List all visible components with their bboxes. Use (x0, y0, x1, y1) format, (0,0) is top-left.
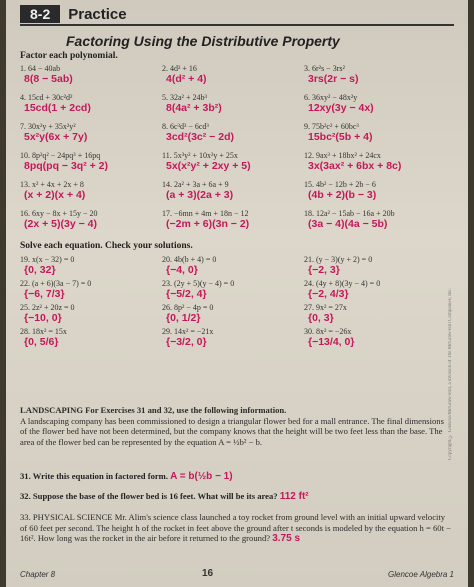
factor-answer-2: 4(d² + 4) (166, 73, 207, 85)
solve-answer-8: {0, 1/2} (166, 312, 201, 324)
solve-problem-1: 19. x(x − 32) = 0 (20, 255, 75, 264)
copyright-note: Copyright © Glencoe/McGraw-Hill, a division of The McGraw-Hill Companies, Inc. (448, 288, 453, 460)
factor-problem-9: 9. 75b²c² + 60bc³ (304, 122, 359, 131)
solve-problem-3: 21. (y − 3)(y + 2) = 0 (304, 255, 373, 264)
factor-problem-3: 3. 6r²s − 3rs² (304, 64, 345, 73)
factor-answer-18: (3a − 4)(4a − 5b) (308, 218, 388, 230)
factor-answer-16: (2x + 5)(3y − 4) (24, 218, 97, 230)
factor-answer-4: 15cd(1 + 2cd) (24, 102, 91, 114)
factor-answer-8: 3cd²(3c² − 2d) (166, 131, 234, 143)
landscaping-heading: LANDSCAPING For Exercises 31 and 32, use the following information. (20, 405, 287, 415)
solve-answer-12: {−13/4, 0} (308, 336, 355, 348)
factor-answer-1: 8(8 − 5ab) (24, 73, 73, 85)
worksheet-page (6, 0, 468, 587)
factor-problem-15: 15. 4b² − 12b + 2b − 6 (304, 180, 376, 189)
landscaping-block (20, 405, 450, 447)
solve-problem-8: 26. 8p² − 4p = 0 (162, 303, 214, 312)
solve-answer-5: {−5/2, 4} (166, 288, 207, 300)
q33-text: 33. PHYSICAL SCIENCE Mr. Alim's science class launched a toy rocket from ground level with an initial upward velocity of 60 feet per second. The height h of the rocket in feet above the ground after t seconds is modeled by the equation h = 60t − 16t². How long was the rocket in the air before it returned to the ground? (20, 512, 451, 543)
factor-problem-10: 10. 8p²q² − 24pq³ + 16pq (20, 151, 101, 160)
factor-problem-11: 11. 5x³y² + 10x²y + 25x (162, 151, 238, 160)
solve-problem-2: 20. 4b(b + 4) = 0 (162, 255, 217, 264)
factor-answer-9: 15bc²(5b + 4) (308, 131, 373, 143)
section-solve-heading: Solve each equation. Check your solutions. (20, 241, 193, 251)
factor-problem-2: 2. 4d² + 16 (162, 64, 197, 73)
factor-problem-17: 17. −6mn + 4m + 18n − 12 (162, 209, 249, 218)
factor-problem-12: 12. 9ax³ + 18bx² + 24cx (304, 151, 381, 160)
factor-answer-11: 5x(x²y² + 2xy + 5) (166, 160, 251, 172)
solve-answer-2: {−4, 0} (166, 264, 198, 276)
q32-text: 32. Suppose the base of the flower bed is 16 feet. What will be its area? (20, 491, 278, 501)
solve-problem-12: 30. 8x² = −26x (304, 327, 352, 336)
solve-answer-1: {0, 32} (24, 264, 56, 276)
factor-answer-7: 5x²y(6x + 7y) (24, 131, 88, 143)
question-33 (20, 512, 452, 545)
question-32 (20, 491, 460, 503)
factor-answer-12: 3x(3ax² + 6bx + 8c) (308, 160, 402, 172)
solve-answer-9: {0, 3} (308, 312, 334, 324)
factor-answer-3: 3rs(2r − s) (308, 73, 359, 85)
footer-book: Glencoe Algebra 1 (388, 570, 454, 579)
factor-problem-16: 16. 6xy − 8x + 15y − 20 (20, 209, 98, 218)
landscaping-text: A landscaping company has been commissioned to design a triangular flower bed for a mall entrance. The final dimensions of the flower bed have not been determined, but the company knows that the height will be two feet less than the base. The area of the flower bed can be represented by the equation A = ½b² − b. (20, 415, 444, 447)
factor-answer-10: 8pq(pq − 3q² + 2) (24, 160, 109, 172)
factor-problem-18: 18. 12a² − 15ab − 16a + 20b (304, 209, 395, 218)
solve-problem-11: 29. 14x² = −21x (162, 327, 214, 336)
factor-answer-17: (−2m + 6)(3n − 2) (166, 218, 250, 230)
answer-32: 112 ft² (279, 491, 309, 502)
factor-answer-5: 8(4a² + 3b²) (166, 102, 222, 114)
answer-31: A = b(½b − 1) (170, 471, 233, 482)
factor-problem-6: 6. 36xy² − 48x²y (304, 93, 358, 102)
factor-problem-8: 8. 6c³d³ − 6cd³ (162, 122, 209, 131)
solve-answer-7: {−10, 0} (24, 312, 62, 324)
factor-problem-7: 7. 30x²y + 35x²y² (20, 122, 76, 131)
footer-chapter: Chapter 8 (20, 570, 56, 579)
header-rule (20, 24, 454, 26)
factor-answer-6: 12xy(3y − 4x) (308, 102, 374, 114)
answer-33: 3.75 s (272, 533, 301, 544)
factor-answer-15: (4b + 2)(b − 3) (308, 189, 377, 201)
q31-text: 31. Write this equation in factored form. (20, 471, 168, 481)
factor-problem-1: 1. 64 − 40ab (20, 64, 61, 73)
solve-problem-6: 24. (4y + 8)(3y − 4) = 0 (304, 279, 381, 288)
section-factor-heading: Factor each polynomial. (20, 51, 118, 61)
solve-problem-10: 28. 18x² = 15x (20, 327, 67, 336)
factor-answer-14: (a + 3)(2a + 3) (166, 189, 234, 201)
factor-problem-13: 13. x² + 4x + 2x + 8 (20, 180, 84, 189)
factor-problem-5: 5. 32a² + 24b³ (162, 93, 207, 102)
solve-problem-9: 27. 9x² = 27x (304, 303, 347, 312)
footer-page-number: 16 (202, 568, 214, 579)
header-title: Practice (68, 5, 127, 23)
lesson-number: 8-2 (20, 5, 60, 23)
factor-problem-14: 14. 2a² + 3a + 6a + 9 (162, 180, 229, 189)
solve-answer-10: {0, 5/6} (24, 336, 59, 348)
lesson-header (20, 4, 127, 24)
solve-problem-7: 25. 2z² + 20z = 0 (20, 303, 75, 312)
factor-answer-13: (x + 2)(x + 4) (24, 189, 86, 201)
solve-answer-4: {−6, 7/3} (24, 288, 65, 300)
factor-problem-4: 4. 15cd + 30c²d² (20, 93, 73, 102)
question-31 (20, 471, 460, 483)
solve-problem-5: 23. (2y + 5)(y − 4) = 0 (162, 279, 235, 288)
solve-answer-6: {−2, 4/3} (308, 288, 349, 300)
page-subtitle: Factoring Using the Distributive Property (66, 33, 340, 49)
solve-answer-11: {−3/2, 0} (166, 336, 207, 348)
solve-problem-4: 22. (a + 6)(3a − 7) = 0 (20, 279, 92, 288)
solve-answer-3: {−2, 3} (308, 264, 340, 276)
